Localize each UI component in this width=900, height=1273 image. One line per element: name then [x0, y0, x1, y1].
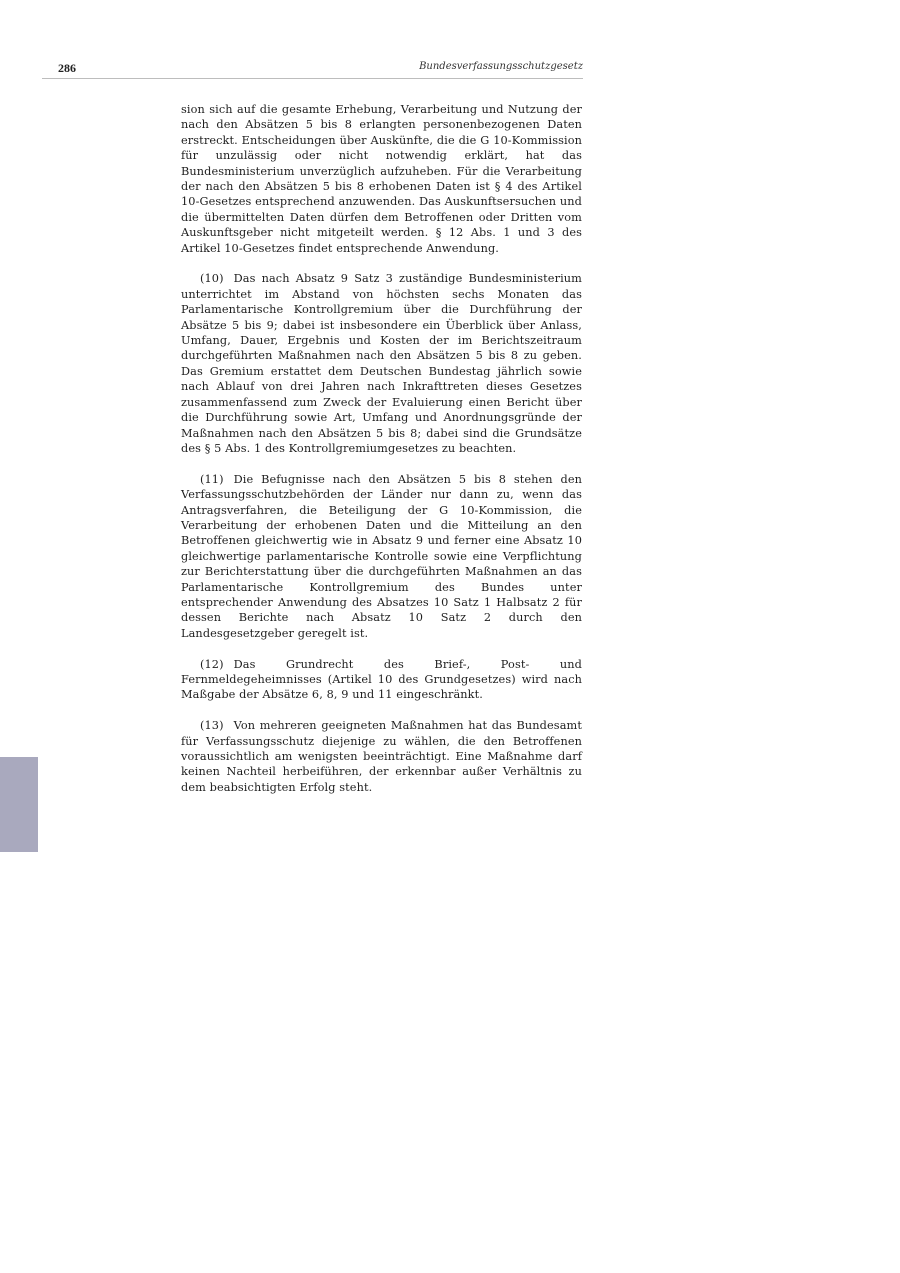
page-number: 286: [58, 61, 76, 75]
paragraph-12: [181, 657, 582, 703]
paragraph-10: [181, 271, 582, 456]
paragraph-11: [181, 472, 582, 641]
paragraph-text: Die Befugnisse nach den Absätzen 5 bis 8 stehen den Verfassungsschutzbehörden der Länder nur dann zu, wenn das Antragsverfahren, die Beteiligung der G 10-Kommission, die Verarbeitung der erhobenen Daten und die Mitteilung an den Betroffenen gleichwertig wie in Absatz 9 und ferner eine Absatz 10 gleichwertige parlamentarische Kontrolle sowie eine Verpflichtung zur Berichterstattung über die durchgeführten Maßnahmen an das Parlamentarische Kontrollgremium des Bundes unter entsprechender Anwendung des Absatzes 10 Satz 1 Halbsatz 2 für dessen Berichte nach Absatz 10 Satz 2 durch den Landesgesetzgeber geregelt ist.: [181, 472, 582, 640]
paragraph-number: (11): [200, 472, 224, 486]
paragraph-text: Von mehreren geeigneten Maßnahmen hat das Bundesamt für Verfassungsschutz diejenige zu wählen, die den Betroffenen voraussichtlich am wenigsten beeinträchtigt. Eine Maßnahme darf keinen Nachteil herbeiführen, der erkennbar außer Verhältnis zu dem beabsichtigten Erfolg steht.: [181, 719, 582, 794]
body-text: [181, 102, 582, 811]
paragraph-13: [181, 718, 582, 795]
paragraph-number: (12): [200, 657, 224, 671]
chapter-thumb-tab: [0, 757, 38, 852]
paragraph-text: sion sich auf die gesamte Erhebung, Verarbeitung und Nutzung der nach den Absätzen 5 bis 8 erlangten personenbezogenen Daten erstreckt. Entscheidungen über Auskünfte, die die G 10-Kommission für unzulässig oder nicht notwendig erklärt, hat das Bundesministerium unverzüglich aufzuheben. Für die Verarbeitung der nach den Absätzen 5 bis 8 erhobenen Daten ist § 4 des Artikel 10-Gesetzes entsprechend anzuwenden. Das Auskunftsersuchen und die übermittelten Daten dürfen dem Betroffenen oder Dritten vom Auskunftsgeber nicht mitgeteilt werden. § 12 Abs. 1 und 3 des Artikel 10-Gesetzes findet entsprechende Anwendung.: [181, 103, 582, 255]
paragraph-number: (13): [200, 719, 224, 733]
paragraph-text: Das Grundrecht des Brief-, Post- und Fernmeldegeheimnisses (Artikel 10 des Grundgesetzes) wird nach Maßgabe der Absätze 6, 8, 9 und 11 eingeschränkt.: [181, 657, 582, 702]
running-title: Bundesverfassungsschutzgesetz: [419, 61, 583, 72]
paragraph-number: (10): [200, 272, 224, 286]
paragraph-continuation: [181, 102, 582, 256]
paragraph-text: Das nach Absatz 9 Satz 3 zuständige Bundesministerium unterrichtet im Abstand von höchsten sechs Monaten das Parlamentarische Kontrollgremium über die Durchführung der Absätze 5 bis 9; dabei ist insbesondere ein Überblick über Anlass, Umfang, Dauer, Ergebnis und Kosten der im Berichtszeitraum durchgeführten Maßnahmen nach den Absätzen 5 bis 8 zu geben. Das Gremium erstattet dem Deutschen Bundestag jährlich sowie nach Ablauf von drei Jahren nach Inkrafttreten dieses Gesetzes zusammenfassend zum Zweck der Evaluierung einen Bericht über die Durchführung sowie Art, Umfang und Anordnungsgründe der Maßnahmen nach den Absätzen 5 bis 8; dabei sind die Grundsätze des § 5 Abs. 1 des Kontrollgremiumgesetzes zu beachten.: [181, 272, 582, 455]
page-header: [42, 60, 583, 79]
